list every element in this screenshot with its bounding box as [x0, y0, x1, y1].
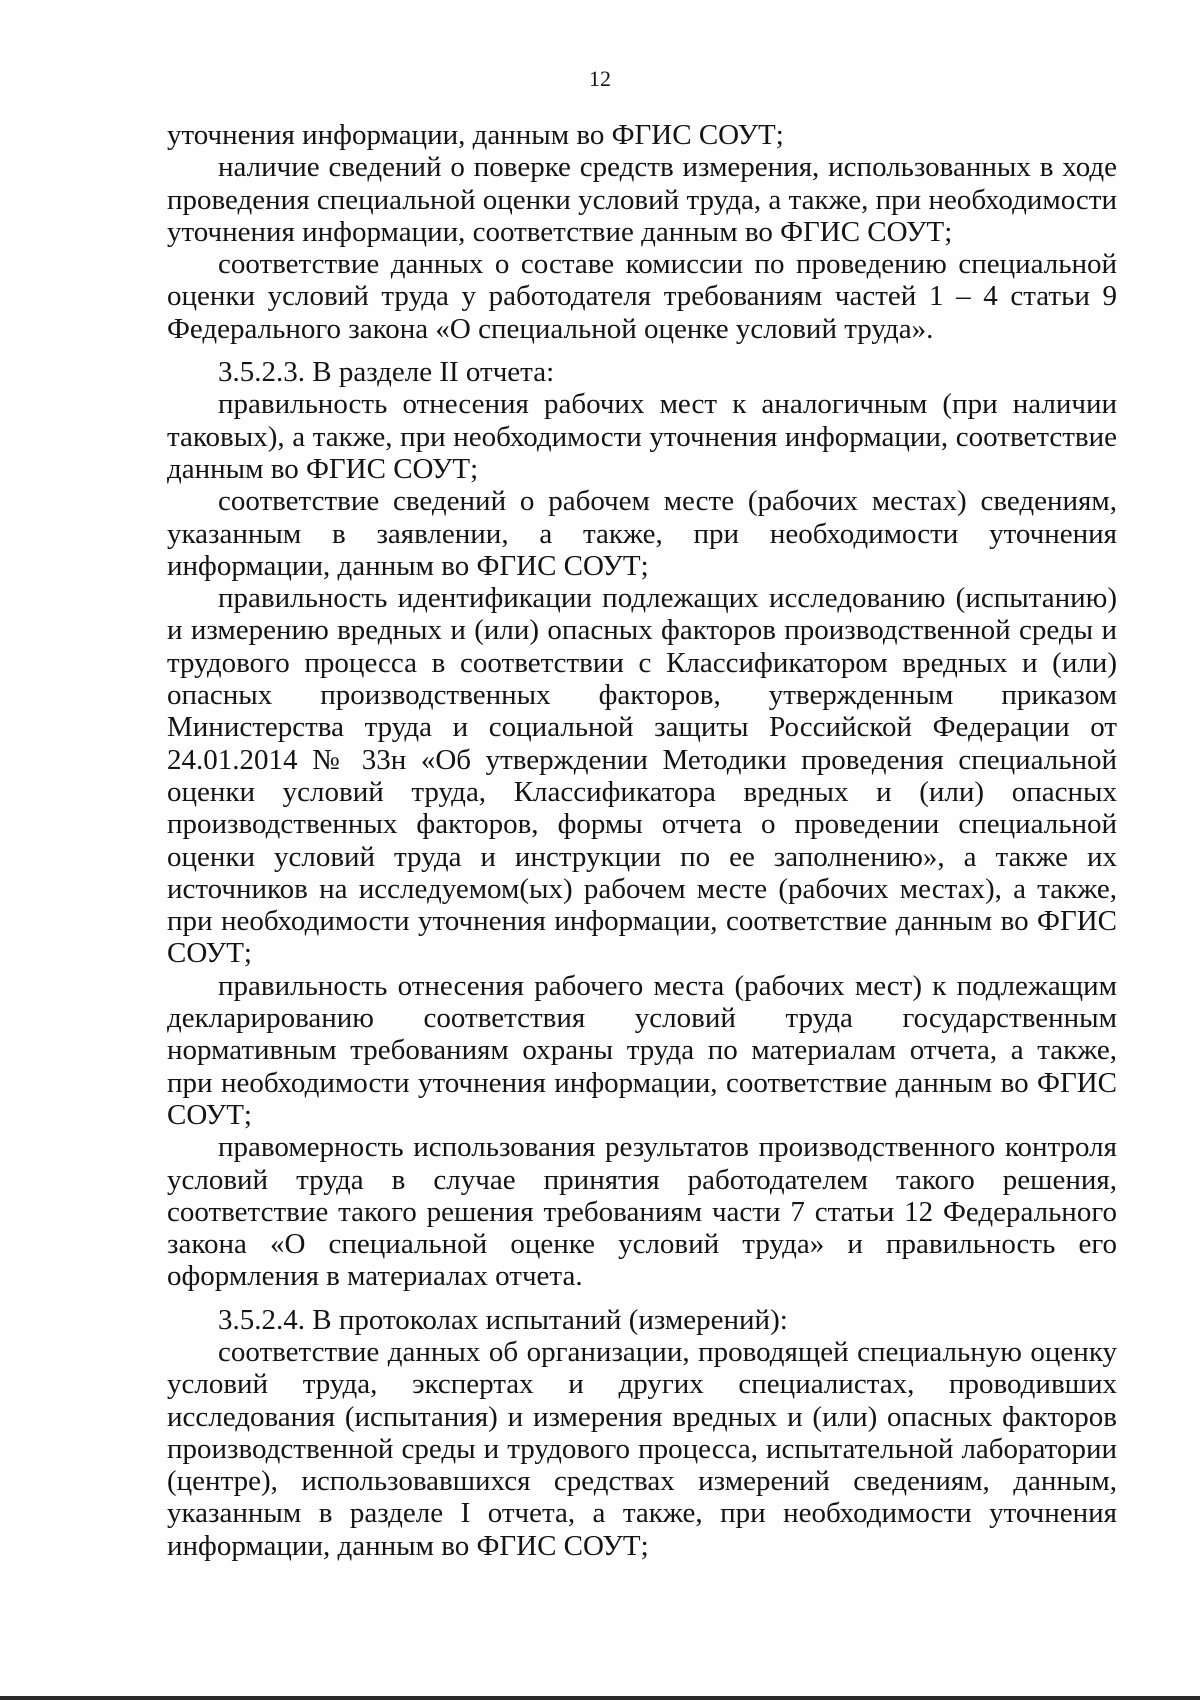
paragraph-continuation: уточнения информации, данным во ФГИС СОУТ;	[167, 119, 784, 151]
paragraph: правильность отнесения рабочих мест к аналогичным (при наличии таковых), а также, при необходимости уточнения информации, соответствие данным во ФГИС СОУТ;	[167, 388, 1117, 485]
section-heading-3-5-2-4: 3.5.2.4. В протоколах испытаний (измерений):	[218, 1303, 788, 1336]
paragraph: соответствие данных об организации, проводящей специальную оценку условий труда, экспертах и других специалистах, проводивших исследования (испытания) и измерения вредных и (или) опасных факторов производственной среды и трудового процесса, испытательной лаборатории (центре), использовавшихся средствах измерений сведениям, данным, указанным в разделе I отчета, а также, при необходимости уточнения информации, данным во ФГИС СОУТ;	[167, 1335, 1117, 1562]
scan-bottom-edge	[0, 1696, 1200, 1700]
document-body	[167, 119, 1117, 1562]
paragraph: правильность идентификации подлежащих исследованию (испытанию) и измерению вредных и (или) опасных факторов производственной среды и трудового процесса в соответствии с Классификатором вредных и (или) опасных производственных факторов, утвержденным приказом Министерства труда и социальной защиты Российской Федерации от 24.01.2014 № 33н «Об утверждении Методики проведения специальной оценки условий труда, Классификатора вредных и (или) опасных производственных факторов, формы отчета о проведении специальной оценки условий труда и инструкции по ее заполнению», а также их источников на исследуемом(ых) рабочем месте (рабочих местах), а также, при необходимости уточнения информации, соответствие данным во ФГИС СОУТ;	[167, 582, 1117, 970]
page-number: 12	[589, 66, 611, 91]
paragraph: соответствие данных о составе комиссии по проведению специальной оценки условий труда у работодателя требованиям частей 1 – 4 статьи 9 Федерального закона «О специальной оценке условий труда».	[167, 248, 1117, 345]
paragraph: правомерность использования результатов производственного контроля условий труда в случае принятия работодателем такого решения, соответствие такого решения требованиям части 7 статьи 12 Федерального закона «О специальной оценке условий труда» и правильность его оформления в материалах отчета.	[167, 1131, 1117, 1293]
section-heading-3-5-2-3: 3.5.2.3. В разделе II отчета:	[218, 356, 555, 389]
paragraph: соответствие сведений о рабочем месте (рабочих местах) сведениям, указанным в заявлении, а также, при необходимости уточнения информации, данным во ФГИС СОУТ;	[167, 485, 1117, 582]
paragraph: правильность отнесения рабочего места (рабочих мест) к подлежащим декларированию соответствия условий труда государственным нормативным требованиям охраны труда по материалам отчета, а также, при необходимости уточнения информации, соответствие данным во ФГИС СОУТ;	[167, 969, 1117, 1131]
paragraph: наличие сведений о поверке средств измерения, использованных в ходе проведения специальной оценки условий труда, а также, при необходимости уточнения информации, соответствие данным во ФГИС СОУТ;	[167, 151, 1117, 248]
